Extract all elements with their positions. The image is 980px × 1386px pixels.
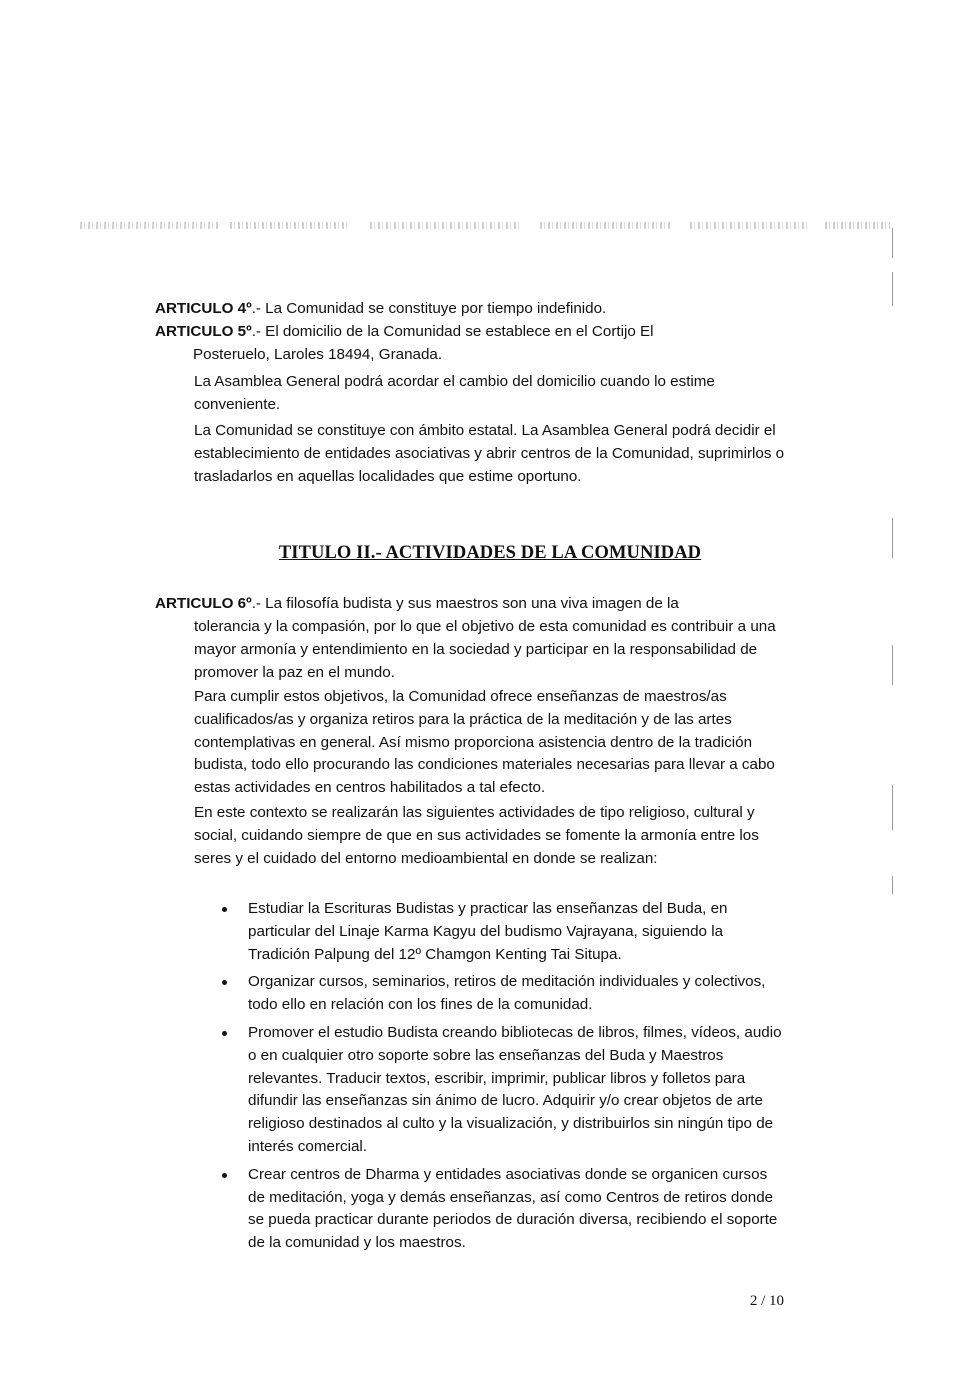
article-6: [155, 593, 775, 616]
list-item: [222, 898, 782, 966]
bullet-icon: [222, 1031, 227, 1036]
article-5-paragraph: La Comunidad se constituye con ámbito estatal. La Asamblea General podrá decidir el establecimiento de entidades asociativas y abrir centros de la Comunidad, suprimirlos o trasladarlos en aquellas localidades que estime oportuno.: [194, 422, 785, 485]
article-6-paragraph: En este contexto se realizarán las siguientes actividades de tipo religioso, cultural y social, cuidando siempre de que en sus actividades se fomente la armonía entre los seres y el cuidado del entorno medioambiental en donde se realizan:: [194, 804, 759, 867]
page-number: 2 / 10: [749, 1293, 784, 1309]
article-5-paragraph: La Asamblea General podrá acordar el cambio del domicilio cuando lo estime conveniente.: [194, 373, 715, 413]
list-item-text: Organizar cursos, seminarios, retiros de meditación individuales y colectivos, todo ello en relación con los fines de la comunidad.: [248, 973, 766, 1014]
article-5-label: ARTICULO 5º: [155, 323, 252, 340]
list-item: [222, 1022, 782, 1159]
list-item: [222, 1164, 782, 1255]
article-6-label: ARTICULO 6º: [155, 595, 252, 612]
article-6-text-first: .- La filosofía budista y sus maestros son una viva imagen de la: [251, 595, 679, 612]
article-4: [155, 298, 775, 321]
bullet-icon: [222, 980, 227, 985]
list-item-text: Crear centros de Dharma y entidades asociativas donde se organicen cursos de meditación, yoga y demás enseñanzas, así como Centros de retiros donde se pueda practicar durante periodos de duración diversa, recibiendo el soporte de la comunidad y los maestros.: [248, 1165, 778, 1252]
article-5-text-first: .- El domicilio de la Comunidad se establece en el Cortijo El: [251, 323, 654, 340]
bullet-icon: [222, 1173, 227, 1178]
article-5: [155, 321, 775, 344]
article-6-continuation: tolerancia y la compasión, por lo que el objetivo de esta comunidad es contribuir a una mayor armonía y entendimiento en la sociedad y participar en la responsabilidad de promover la paz en el mundo.: [194, 618, 776, 681]
activities-list: [222, 898, 782, 1260]
scan-edge-mark: [892, 876, 893, 894]
scan-edge-mark: [892, 272, 893, 306]
article-4-text: .- La Comunidad se constituye por tiempo indefinido.: [251, 300, 607, 317]
article-4-label: ARTICULO 4º: [155, 300, 252, 317]
list-item: [222, 971, 782, 1017]
article-5-continuation: Posteruelo, Laroles 18494, Granada.: [193, 346, 443, 363]
section-title: TITULO II.- ACTIVIDADES DE LA COMUNIDAD: [278, 543, 702, 563]
scan-edge-mark: [892, 228, 893, 258]
bullet-icon: [222, 907, 227, 912]
scan-artifact-band: [80, 222, 890, 234]
article-6-paragraph: Para cumplir estos objetivos, la Comunidad ofrece enseñanzas de maestros/as cualificados/as y organiza retiros para la práctica de la meditación y de las artes contemplativas en general. Así mismo proporciona asistencia dentro de la tradición budista, todo ello procurando las condiciones materiales necesarias para llevar a cabo estas actividades en centros habilitados a tal efecto.: [194, 688, 775, 797]
list-item-text: Estudiar la Escrituras Budistas y practicar las enseñanzas del Buda, en particular del Linaje Karma Kagyu del budismo Vajrayana, siguiendo la Tradición Palpung del 12º Chamgon Kenting Tai Situpa.: [248, 900, 728, 963]
list-item-text: Promover el estudio Budista creando bibliotecas de libros, filmes, vídeos, audio o en cualquier otro soporte sobre las enseñanzas del Buda y Maestros relevantes. Traducir textos, escribir, imprimir, publicar libros y folletos para difundir las enseñanzas sin ánimo de lucro. Adquirir y/o crear objetos de arte religioso destinados al culto y la visualización, y distribuirlos sin ningún tipo de interés comercial.: [248, 1023, 782, 1155]
scan-edge-mark: [892, 785, 893, 830]
scan-edge-mark: [892, 645, 893, 685]
